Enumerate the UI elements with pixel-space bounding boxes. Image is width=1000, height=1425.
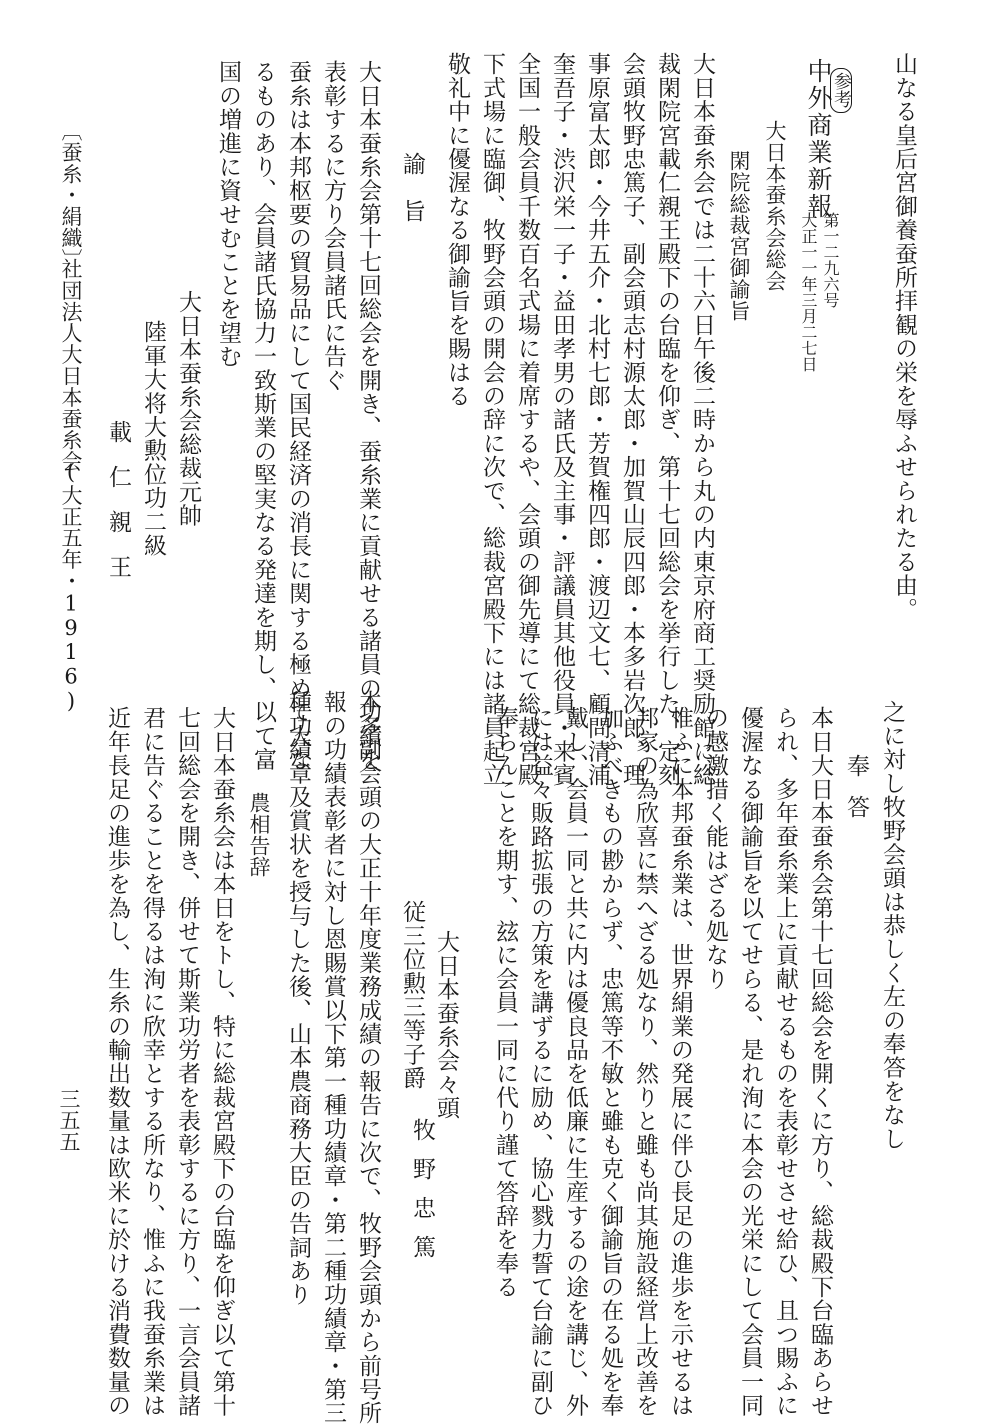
- heading-meeting: 大日本蚕糸会総会: [763, 120, 787, 292]
- yushi-column: 蚕糸は本邦枢要の貿易品にして国民経済の消長に関する極めて大な: [285, 60, 311, 771]
- text-column: 之に対し牧野会頭は恭しく左の奉答をなし: [879, 700, 905, 1151]
- body-column: 大日本蚕糸会では二十六日午後二時から丸の内東京府商工奨励館に総: [689, 52, 715, 787]
- yushi-column: 表彰するに方り会員諸氏に告ぐ: [320, 60, 346, 392]
- signature-title: 大日本蚕糸会総裁元帥: [175, 290, 201, 527]
- reference-tag: 参考: [830, 68, 852, 113]
- minister-column: 七回総会を開き、併せて斯業功労者を表彰するに方り、一言会員諸: [174, 706, 200, 1417]
- signature2-name: 牧野忠篤: [409, 1118, 435, 1274]
- report-column: 報の功績表彰者に対し恩賜賞以下第一種功績章・第二種功績章・第三: [320, 690, 346, 1425]
- body-column: 全国一般会員千数百名式場に着席するや、会頭の御先導にて総裁宮殿: [514, 52, 540, 787]
- heading-hoto: 奉答: [843, 754, 869, 836]
- heading-yushi: 諭旨: [399, 152, 425, 246]
- yushi-column: 国の増進に資せむことを望む: [215, 60, 241, 369]
- hoto-column: られ、多年蚕糸業上に貢献せるものを表彰せさせ給ひ、且つ賜ふに: [772, 706, 798, 1417]
- issue-number: 第一二九六号: [821, 212, 840, 308]
- heading-rescript: 閑院総裁宮御諭旨: [727, 150, 751, 322]
- yushi-column: るものあり、会員諸氏協力一致斯業の堅実なる発達を期し、以て富: [250, 60, 276, 772]
- hoto-column: の感激措く能はざる処なり: [702, 706, 728, 991]
- reference-tag-column: [830, 68, 852, 113]
- body-column: 下式場に臨御、牧野会頭の開会の辞に次で、総裁宮殿下には諸員起立: [479, 52, 505, 787]
- signature2-title: 大日本蚕糸会々頭: [433, 930, 459, 1120]
- source-category: 〔蚕糸・絹織〕: [59, 120, 83, 270]
- issue-date: 大正一一年三月二七日: [799, 212, 818, 372]
- minister-column: 大日本蚕糸会は本日をトし、特に総裁宮殿下の台臨を仰ぎ以て第十: [209, 706, 235, 1417]
- hoto-column: 戴し、会員一同と共に内は優良品を低廉に生産するの途を講じ、外: [562, 706, 588, 1417]
- hoto-column: 邦家の為欣喜に禁へざる処なり、然りと雖も尚其施設経営上改善を: [632, 706, 658, 1417]
- body-column: 奎吾子・渋沢栄一子・益田孝男の諸氏及主事・評議員其他役員・来賓: [549, 52, 575, 787]
- yushi-column: 大日本蚕糸会第十七回総会を開き、蚕糸業に貢献せる諸員の功績を: [355, 60, 381, 772]
- text-column: 山なる皇后宮御養蚕所拝観の栄を辱ふせられたる由。: [891, 52, 917, 621]
- body-column: 会頭牧野忠篤子、副会頭志村源太郎・加賀山辰四郎・本多岩次郎、理: [619, 52, 645, 787]
- body-column: 裁閑院宮載仁親王殿下の台臨を仰ぎ、第十七回総会を挙行した、定刻: [654, 52, 680, 787]
- page-number: 三五五: [57, 1088, 81, 1153]
- newspaper-name: 中外商業新報: [804, 58, 833, 220]
- signature-rank: 陸軍大将大勲位功二級: [140, 320, 166, 557]
- signature-name: 載仁親王: [105, 420, 131, 600]
- minister-column: 近年長足の進歩を為し、生糸の輸出数量は欧米に於ける消費数量の: [104, 706, 130, 1417]
- hoto-column: 惟ふに本邦蚕糸業は、世界絹業の発展に伴ひ長足の進歩を示せるは: [667, 706, 693, 1417]
- heading-minister: 農相告辞: [247, 792, 271, 878]
- report-column: 本多副会頭の大正十年度業務成績の報告に次で、牧野会頭から前号所: [355, 690, 381, 1425]
- hoto-column: 加ふべきもの尠からず、忠篤等不敏と雖も克く御諭旨の在る処を奉: [597, 706, 623, 1418]
- body-column: 事原富太郎・今井五介・北村七郎・芳賀権四郎・渡辺文七、顧問清浦: [584, 52, 610, 787]
- signature2-rank: 従三位勲三等子爵: [399, 900, 425, 1090]
- body-column: 敬礼中に優渥なる御諭旨を賜はる: [444, 52, 470, 408]
- hoto-column: 奉らんことを期す、玆に会員一同に代り謹て答辞を奉る: [492, 706, 518, 1299]
- hoto-column: 優渥なる御諭旨を以てせらる、是れ洵に本会の光栄にして会員一同: [737, 706, 763, 1417]
- source-year: (大正五年・1916): [59, 460, 83, 714]
- hoto-column: には益々販路拡張の方策を講ずるに励め、協心戮力誓て台諭に副ひ: [527, 706, 553, 1417]
- report-column: 種功績章及賞状を授与した後、山本農商務大臣の告詞あり: [285, 690, 311, 1307]
- minister-column: 君に告ぐることを得るは洵に欣幸とする所なり、惟ふに我蚕糸業は: [139, 706, 165, 1417]
- source-organization: 社団法人大日本蚕糸会: [59, 258, 83, 472]
- hoto-column: 本日大日本蚕糸会第十七回総会を開くに方り、総裁殿下台臨あらせ: [807, 706, 833, 1417]
